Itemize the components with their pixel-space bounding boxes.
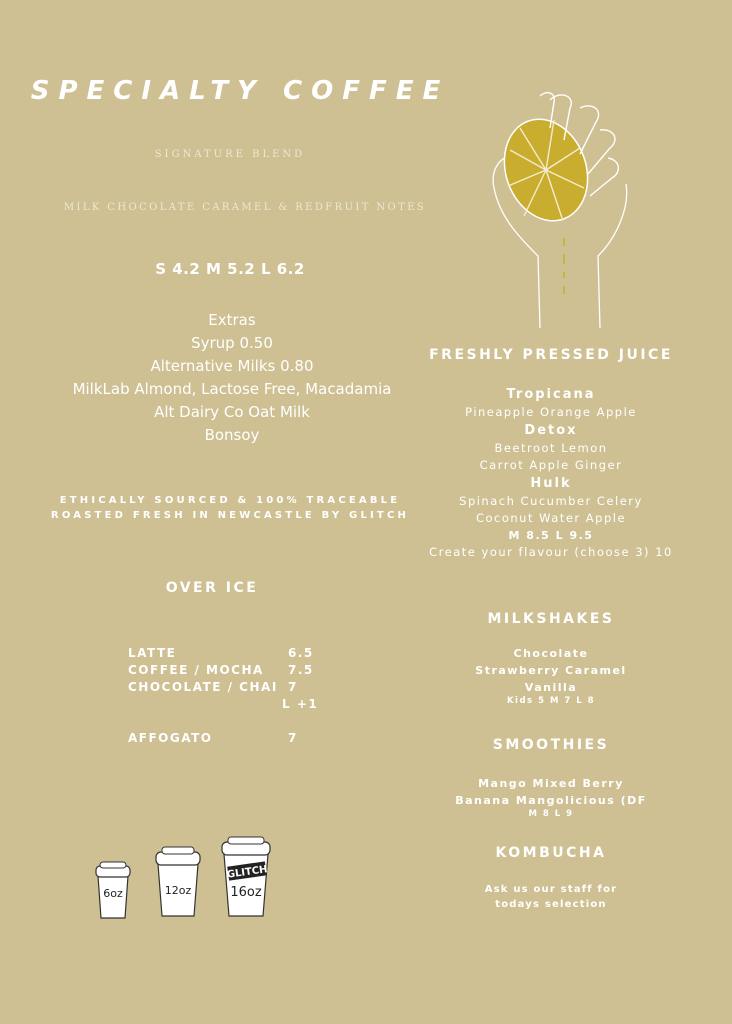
item-price: 7.5: [288, 663, 314, 677]
cup-sizes-illustration: [92, 834, 282, 924]
item-name: AFFOGATO: [128, 731, 213, 745]
kombucha-line: Ask us our staff for: [484, 884, 618, 895]
list-item: [128, 645, 318, 662]
juice-create-your-own: Create your flavour (choose 3) 10: [429, 545, 673, 559]
juice-desc: Coconut Water Apple: [475, 511, 627, 525]
over-ice-list: [128, 645, 358, 747]
kombucha-heading: KOMBUCHA: [495, 845, 607, 861]
cup-label-12oz: 12oz: [164, 884, 192, 897]
milkshake-flavour: Strawberry Caramel: [475, 664, 627, 677]
page-title: SPECIALTY COFFEE: [30, 76, 450, 106]
coffee-cup-icon: [156, 847, 200, 916]
extras-line: MilkLab Almond, Lactose Free, Macadamia: [72, 380, 392, 398]
hand-squeezing-lemon-illustration: [480, 88, 640, 330]
extras-heading: Extras: [208, 311, 256, 329]
juice-name: Hulk: [530, 476, 572, 491]
cup-brand-logo: GLITCH: [226, 864, 269, 881]
item-price: 7: [288, 680, 298, 694]
extras-line: Bonsoy: [204, 426, 260, 444]
large-surcharge: L +1: [282, 697, 319, 711]
item-price: 7: [288, 731, 298, 745]
milkshake-prices: Kids 5 M 7 L 8: [506, 696, 596, 706]
ethical-line: ETHICALLY SOURCED & 100% TRACEABLE: [59, 495, 401, 506]
list-item: [128, 662, 318, 679]
extras-line: Alt Dairy Co Oat Milk: [154, 403, 310, 421]
smoothie-flavour: Banana Mangolicious (DF: [455, 794, 647, 807]
extras-line: Syrup 0.50: [191, 334, 273, 352]
milkshake-flavour: Vanilla: [524, 681, 578, 694]
smoothies-heading: SMOOTHIES: [492, 737, 610, 753]
juice-desc: Spinach Cucumber Celery: [459, 494, 643, 508]
extras-line: Alternative Milks 0.80: [150, 357, 314, 375]
ethical-line: ROASTED FRESH IN NEWCASTLE BY GLITCH: [50, 510, 410, 521]
milkshake-flavour: Chocolate: [513, 647, 589, 660]
over-ice-heading: OVER ICE: [165, 580, 259, 596]
kombucha-line: todays selection: [495, 899, 607, 910]
coffee-size-prices: S 4.2 M 5.2 L 6.2: [155, 260, 305, 278]
signature-blend-label: SIGNATURE BLEND: [154, 149, 306, 160]
smoothie-prices: M 8 L 9: [528, 809, 574, 819]
milkshakes-list: [420, 645, 682, 706]
smoothies-list: [420, 775, 682, 819]
item-name: COFFEE / MOCHA: [128, 663, 264, 677]
ethical-sourcing-note: [30, 493, 430, 523]
smoothie-flavour: Mango Mixed Berry: [478, 777, 624, 790]
juice-prices: M 8.5 L 9.5: [508, 529, 594, 542]
juice-desc: Carrot Apple Ginger: [479, 458, 623, 472]
kombucha-note: [420, 882, 682, 912]
juice-desc: Beetroot Lemon: [494, 441, 608, 455]
milkshakes-heading: MILKSHAKES: [487, 611, 615, 627]
item-name: LATTE: [128, 646, 177, 660]
juice-desc: Pineapple Orange Apple: [465, 405, 637, 419]
coffee-cup-icon: [222, 837, 270, 916]
juice-name: Detox: [524, 423, 578, 438]
cup-label-6oz: 6oz: [103, 887, 123, 900]
item-name: CHOCOLATE / CHAI: [128, 680, 278, 694]
flavour-notes: MILK CHOCOLATE CARAMEL & REDFRUIT NOTES: [63, 202, 427, 213]
juice-name: Tropicana: [506, 387, 596, 402]
list-item: [128, 679, 318, 696]
coffee-cup-icon: [96, 862, 130, 918]
extras-section: [40, 309, 424, 447]
item-price: 6.5: [288, 646, 314, 660]
list-item: [128, 730, 318, 747]
juice-list: [420, 385, 682, 561]
cup-label-16oz: 16oz: [230, 885, 262, 900]
juice-heading: FRESHLY PRESSED JUICE: [429, 347, 673, 363]
